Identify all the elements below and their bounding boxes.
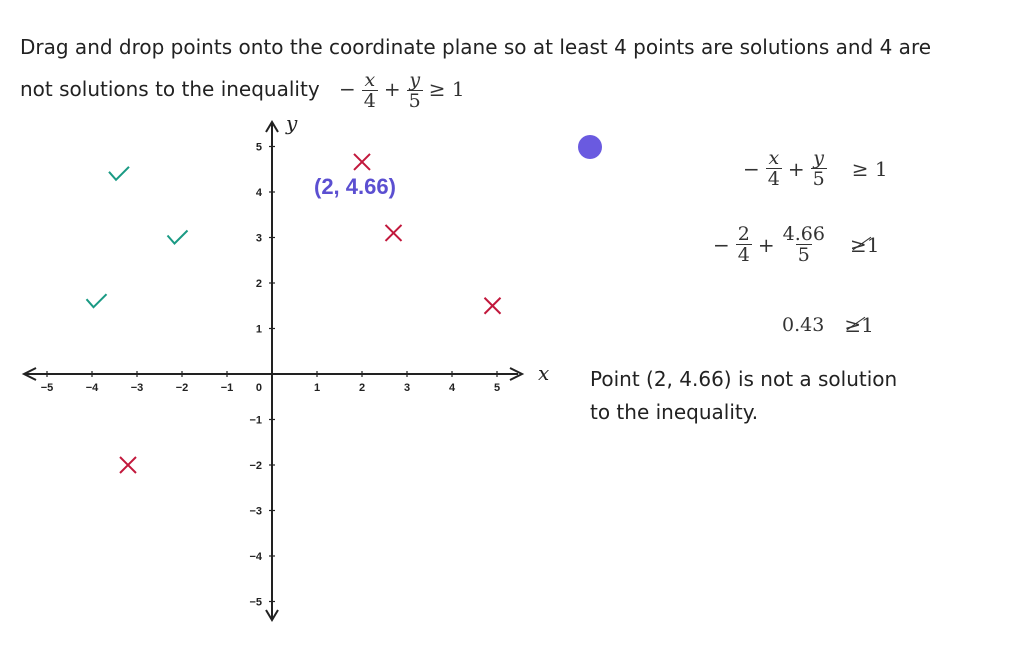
coordinate-plane[interactable] xyxy=(0,110,570,630)
inequality-x-fraction xyxy=(362,70,378,111)
work-row-2-plus: + xyxy=(757,232,775,257)
check-mark-icon[interactable] xyxy=(168,231,188,244)
check-mark-icon[interactable] xyxy=(87,294,107,307)
work-row-2-frac-2 xyxy=(781,224,827,265)
work-row-2 xyxy=(710,224,879,265)
y-tick-label: −2 xyxy=(249,460,262,472)
result-line-1: Point (2, 4.66) is not a solution xyxy=(590,367,898,391)
axes xyxy=(24,111,549,620)
work-row-1-plus: + xyxy=(787,156,805,181)
work-row-2-minus: − xyxy=(713,232,730,257)
origin-label: 0 xyxy=(255,382,262,394)
prompt-line-2-text: not solutions to the inequality xyxy=(20,77,320,101)
prompt-line-2 xyxy=(20,68,1000,111)
work-row-1-num1: x xyxy=(768,147,780,169)
y-tick-label: 4 xyxy=(255,187,262,199)
work-row-1-den1: 4 xyxy=(767,168,780,190)
x-tick-label: −5 xyxy=(40,382,54,394)
y-tick-label: −1 xyxy=(249,414,262,427)
work-row-2-den1: 4 xyxy=(737,244,750,266)
x-tick-label: 4 xyxy=(448,382,456,394)
prompt-line-1: Drag and drop points onto the coordinate plane so at least 4 points are solutions and 4 are xyxy=(20,35,932,59)
work-row-2-frac-1 xyxy=(736,224,752,265)
work-row-2-num1: 2 xyxy=(737,223,750,245)
work-row-1 xyxy=(740,148,888,189)
y-axis-label: y xyxy=(286,111,298,135)
work-row-1-num2: y xyxy=(813,147,825,169)
inequality-relation: ≥ 1 xyxy=(428,77,465,101)
y-tick-label: 3 xyxy=(255,232,262,245)
x-axis-label: x xyxy=(538,361,550,385)
work-row-1-relation: ≥ 1 xyxy=(851,156,888,181)
work-row-2-den2: 5 xyxy=(797,244,810,266)
result-message xyxy=(590,363,990,429)
inequality-y-den: 5 xyxy=(408,90,421,112)
inequality-plus: + xyxy=(383,77,401,101)
question-prompt xyxy=(20,26,1000,111)
x-tick-label: −4 xyxy=(85,382,99,394)
x-tick-label: 3 xyxy=(403,382,411,394)
y-tick-label: −5 xyxy=(249,596,262,609)
work-row-1-frac-x xyxy=(766,148,782,189)
work-row-3 xyxy=(782,313,874,337)
work-row-3-relation xyxy=(844,313,874,337)
work-row-3-rel-value: 1 xyxy=(861,313,874,337)
work-row-1-minus: − xyxy=(743,156,760,181)
x-mark-icon[interactable] xyxy=(354,154,370,170)
work-row-1-frac-y xyxy=(811,148,827,189)
inequality-x-num: x xyxy=(364,69,376,91)
y-tick-label: 1 xyxy=(255,323,262,336)
x-tick-label: 2 xyxy=(358,382,366,394)
y-tick-label: 2 xyxy=(255,278,262,290)
y-tick-label: 5 xyxy=(255,141,262,154)
not-greater-equal-symbol: ≥ xyxy=(844,313,862,337)
x-tick-label: 1 xyxy=(313,382,321,394)
x-tick-label: 5 xyxy=(493,382,501,394)
x-tick-label: −1 xyxy=(220,382,234,394)
work-row-2-rel-value: 1 xyxy=(866,232,880,257)
selected-point-label: (2, 4.66) xyxy=(314,174,396,199)
y-tick-label: −3 xyxy=(249,505,262,518)
inequality-minus: − xyxy=(339,77,356,101)
x-tick-label: −2 xyxy=(175,382,189,394)
work-row-1-den2: 5 xyxy=(812,168,825,190)
draggable-point[interactable] xyxy=(578,135,602,159)
x-mark-icon[interactable] xyxy=(485,298,501,314)
inequality-y-fraction xyxy=(407,70,423,111)
y-tick-label: −4 xyxy=(249,551,262,563)
x-mark-icon[interactable] xyxy=(386,225,402,241)
x-tick-label: −3 xyxy=(130,382,144,394)
plotted-marks[interactable] xyxy=(87,154,501,473)
work-row-2-relation xyxy=(850,233,880,257)
result-line-2: to the inequality. xyxy=(590,400,759,424)
prompt-inequality xyxy=(336,69,468,112)
x-mark-icon[interactable] xyxy=(120,457,136,473)
work-row-2-num2: 4.66 xyxy=(782,223,825,245)
inequality-y-num: y xyxy=(409,69,421,91)
check-mark-icon[interactable] xyxy=(109,167,129,180)
inequality-x-den: 4 xyxy=(363,90,376,112)
not-greater-equal-symbol: ≥ xyxy=(849,232,867,257)
work-row-3-value: 0.43 xyxy=(782,314,825,336)
